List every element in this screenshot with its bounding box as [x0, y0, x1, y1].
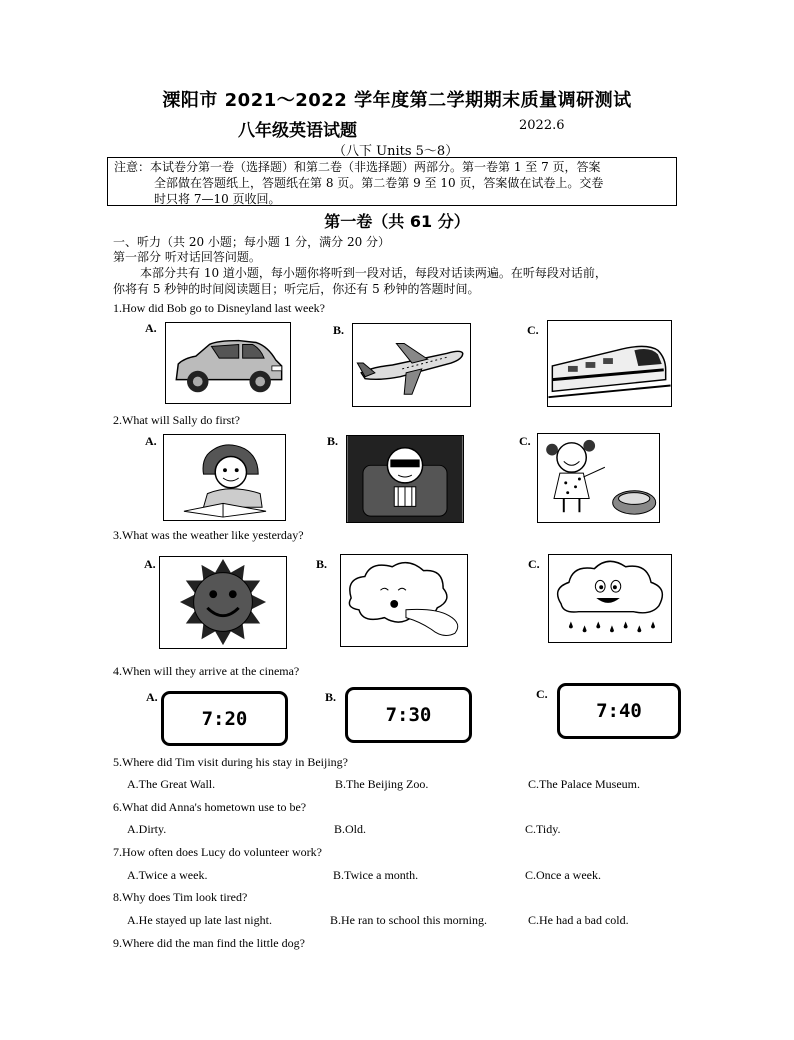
girl-washing-image[interactable] — [537, 433, 660, 523]
q8-option-c[interactable]: C.He had a bad cold. — [528, 913, 629, 927]
q1-label-a: A. — [145, 321, 157, 335]
q7-option-a[interactable]: A.Twice a week. — [127, 868, 208, 882]
exam-title: 溧阳市 2021～2022 学年度第二学期期末质量调研测试 — [162, 90, 632, 111]
q3-label-b: B. — [316, 557, 328, 571]
q6-option-c[interactable]: C.Tidy. — [525, 822, 561, 836]
clock-7-40[interactable]: 7:40 — [557, 683, 681, 739]
question-8: 8.Why does Tim look tired? — [113, 890, 248, 904]
exam-units: （八下 Units 5～8） — [333, 144, 459, 159]
windy-image[interactable] — [340, 554, 468, 647]
q4-label-c: C. — [536, 687, 548, 701]
question-7: 7.How often does Lucy do volunteer work? — [113, 845, 322, 859]
section-heading: 一、听力（共 20 小题；每小题 1 分，满分 20 分） — [113, 235, 391, 249]
q5-option-b[interactable]: B.The Beijing Zoo. — [335, 777, 429, 791]
sunny-image[interactable] — [159, 556, 287, 649]
q6-option-b[interactable]: B.Old. — [334, 822, 367, 836]
rainy-image[interactable] — [548, 554, 672, 643]
question-6: 6.What did Anna's hometown use to be? — [113, 800, 307, 814]
clock-7-20[interactable]: 7:20 — [161, 691, 288, 746]
question-5: 5.Where did Tim visit during his stay in Beijing? — [113, 755, 348, 769]
notice-line-3: 时只将 7—10 页收回。 — [154, 192, 281, 206]
part1-heading: 第一部分 听对话回答问题。 — [113, 250, 261, 264]
instruction-line-2: 你将有 5 秒钟的时间阅读题目；听完后，你还有 5 秒钟的答题时间。 — [113, 282, 480, 296]
part-title: 第一卷（共 61 分） — [324, 212, 470, 231]
notice-line-1: 注意：本试卷分第一卷（选择题）和第二卷（非选择题）两部分。第一卷第 1 至 7 页，答案 — [114, 160, 601, 174]
notice-line-2: 全部做在答题纸上，答题纸在第 8 页。第二卷第 9 至 10 页，答案做在试卷上。交卷 — [154, 176, 604, 190]
girl-reading-image[interactable] — [163, 434, 286, 521]
q8-option-a[interactable]: A.He stayed up late last night. — [127, 913, 272, 927]
q1-label-b: B. — [333, 323, 345, 337]
car-image[interactable] — [165, 322, 291, 404]
q7-option-b[interactable]: B.Twice a month. — [333, 868, 419, 882]
exam-subtitle: 八年级英语试题 — [238, 121, 357, 141]
q3-label-c: C. — [528, 557, 540, 571]
question-4: 4.When will they arrive at the cinema? — [113, 664, 300, 678]
notice-box — [107, 157, 677, 206]
question-1: 1.How did Bob go to Disneyland last week? — [113, 301, 325, 315]
cinema-3d-image[interactable] — [346, 435, 464, 523]
q3-label-a: A. — [144, 557, 156, 571]
instruction-line-1: 本部分共有 10 道小题，每小题你将听到一段对话，每段对话读两遍。在听每段对话前， — [140, 266, 607, 280]
q6-option-a[interactable]: A.Dirty. — [127, 822, 167, 836]
q5-option-a[interactable]: A.The Great Wall. — [127, 777, 216, 791]
q4-label-b: B. — [325, 690, 337, 704]
q7-option-c[interactable]: C.Once a week. — [525, 868, 601, 882]
q5-option-c[interactable]: C.The Palace Museum. — [528, 777, 640, 791]
q2-label-b: B. — [327, 434, 339, 448]
exam-date: 2022.6 — [519, 118, 565, 133]
question-2: 2.What will Sally do first? — [113, 413, 240, 427]
q4-label-a: A. — [146, 690, 158, 704]
question-3: 3.What was the weather like yesterday? — [113, 528, 304, 542]
q1-label-c: C. — [527, 323, 539, 337]
q8-option-b[interactable]: B.He ran to school this morning. — [330, 913, 487, 927]
airplane-image[interactable] — [352, 323, 471, 407]
q2-label-a: A. — [145, 434, 157, 448]
q2-label-c: C. — [519, 434, 531, 448]
clock-7-30[interactable]: 7:30 — [345, 687, 472, 743]
train-image[interactable] — [547, 320, 672, 407]
question-9: 9.Where did the man find the little dog? — [113, 936, 305, 950]
